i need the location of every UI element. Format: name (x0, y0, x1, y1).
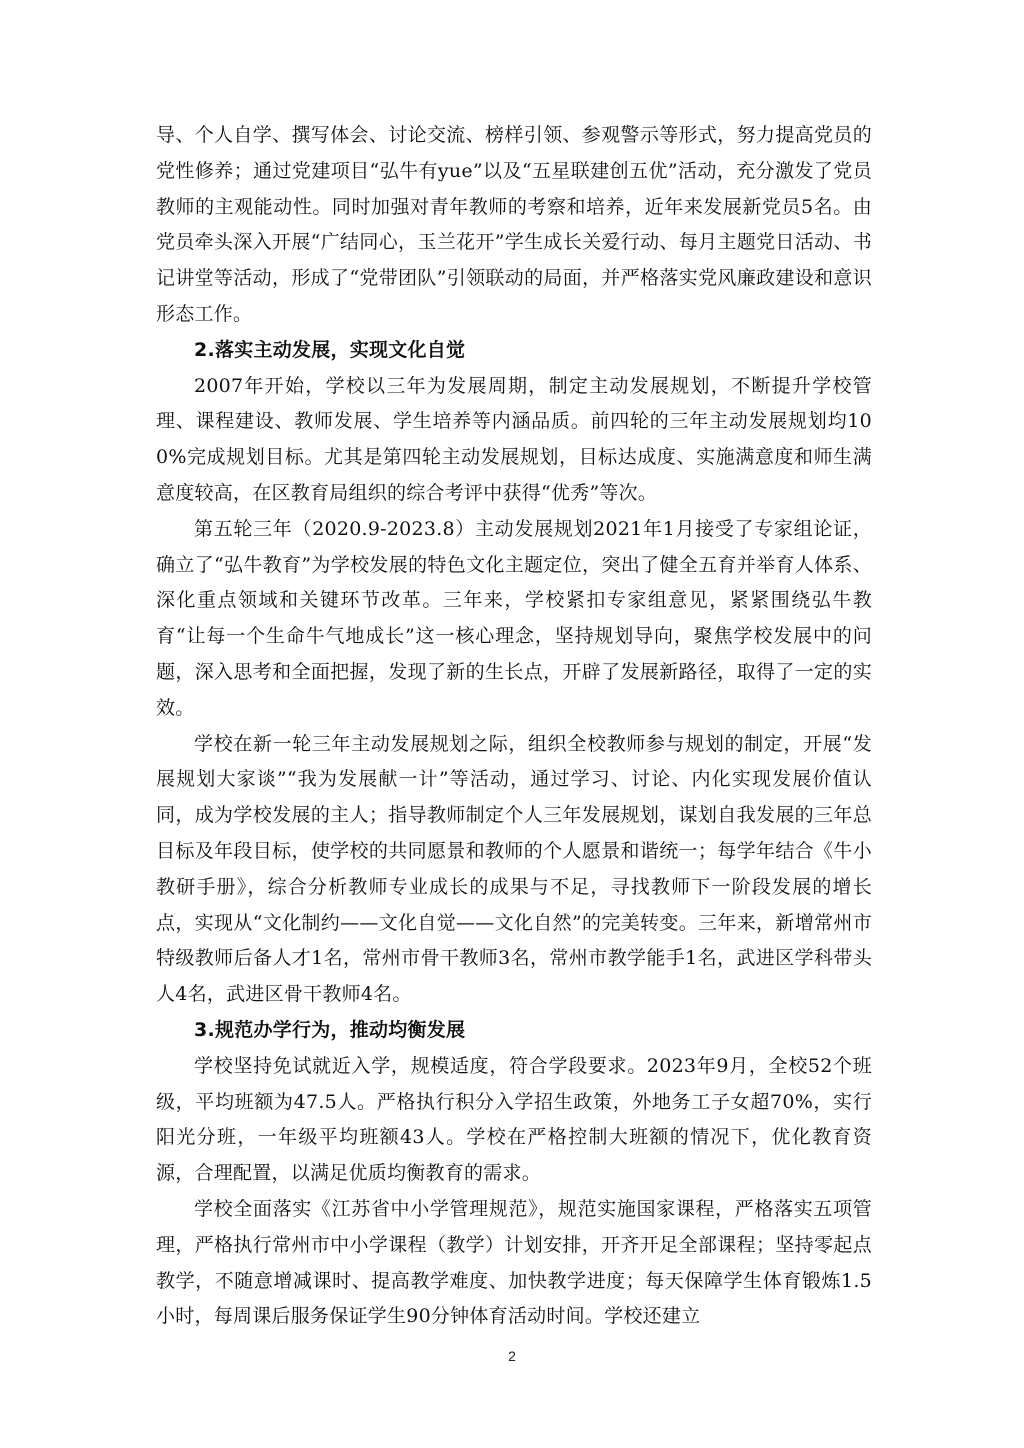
paragraph-development-plan: 2007年开始，学校以三年为发展周期，制定主动发展规划，不断提升学校管理、课程建设、教师发展、学生培养等内涵品质。前四轮的三年主动发展规划均100%完成规划目标。尤其是第四轮主动发展规划，目标达成度、实施满意度和师生满意度较高，在区教育局组织的综合考评中获得“优秀”等次。 (156, 374, 872, 504)
page-number: 2 (508, 1348, 516, 1364)
paragraph-teacher-participation: 学校在新一轮三年主动发展规划之际，组织全校教师参与规划的制定，开展“发展规划大家谈”“我为发展献一计”等活动，通过学习、讨论、内化实现发展价值认同，成为学校发展的主人；指导教师制定个人三年发展规划，谋划自我发展的三年总目标及年段目标，使学校的共同愿景和教师的个人愿景和谐统一；每学年结合《牛小教研手册》，综合分析教师专业成长的成果与不足，寻找教师下一阶段发展的增长点，实现从“文化制约——文化自觉——文化自然”的完美转变。三年来，新增常州市特级教师后备人才1名，常州市骨干教师3名，常州市教学能手1名，武进区学科带头人4名，武进区骨干教师4名。 (156, 732, 872, 1006)
section-heading-2: 2.落实主动发展，实现文化自觉 (194, 338, 466, 361)
paragraph-management-norms: 学校全面落实《江苏省中小学管理规范》，规范实施国家课程，严格落实五项管理，严格执行常州市中小学课程（教学）计划安排，开齐开足全部课程；坚持零起点教学，不随意增减课时、提高教学难度、加快教学进度；每天保障学生体育锻炼1.5小时，每周课后服务保证学生90分钟体育活动时间。学校还建立 (156, 1197, 872, 1328)
paragraph-party-building-continued: 导、个人自学、撰写体会、讨论交流、榜样引领、参观警示等形式，努力提高党员的党性修养；通过党建项目“弘牛有yue”以及“五星联建创五优”活动，充分激发了党员教师的主观能动性。同时加强对青年教师的考察和培养，近年来发展新党员5名。由党员牵头深入开展“广结同心，玉兰花开”学生成长关爱行动、每月主题党日活动、书记讲堂等活动，形成了“党带团队”引领联动的局面，并严格落实党风廉政建设和意识形态工作。 (156, 124, 872, 325)
document-body (156, 118, 872, 1335)
paragraph-enrollment: 学校坚持免试就近入学，规模适度，符合学段要求。2023年9月，全校52个班级，平均班额为47.5人。严格执行积分入学招生政策，外地务工子女超70%，实行阳光分班，一年级平均班额43人。学校在严格控制大班额的情况下，优化教育资源，合理配置，以满足优质均衡教育的需求。 (156, 1054, 872, 1185)
section-heading-3: 3.规范办学行为，推动均衡发展 (194, 1018, 466, 1041)
paragraph-fifth-plan: 第五轮三年（2020.9-2023.8）主动发展规划2021年1月接受了专家组论证，确立了“弘牛教育”为学校发展的特色文化主题定位，突出了健全五育并举育人体系、深化重点领域和关键环节改革。三年来，学校紧扣专家组意见，紧紧围绕弘牛教育“让每一个生命牛气地成长”这一核心理念，坚持规划导向，聚焦学校发展中的问题，深入思考和全面把握，发现了新的生长点，开辟了发展新路径，取得了一定的实效。 (156, 517, 872, 719)
